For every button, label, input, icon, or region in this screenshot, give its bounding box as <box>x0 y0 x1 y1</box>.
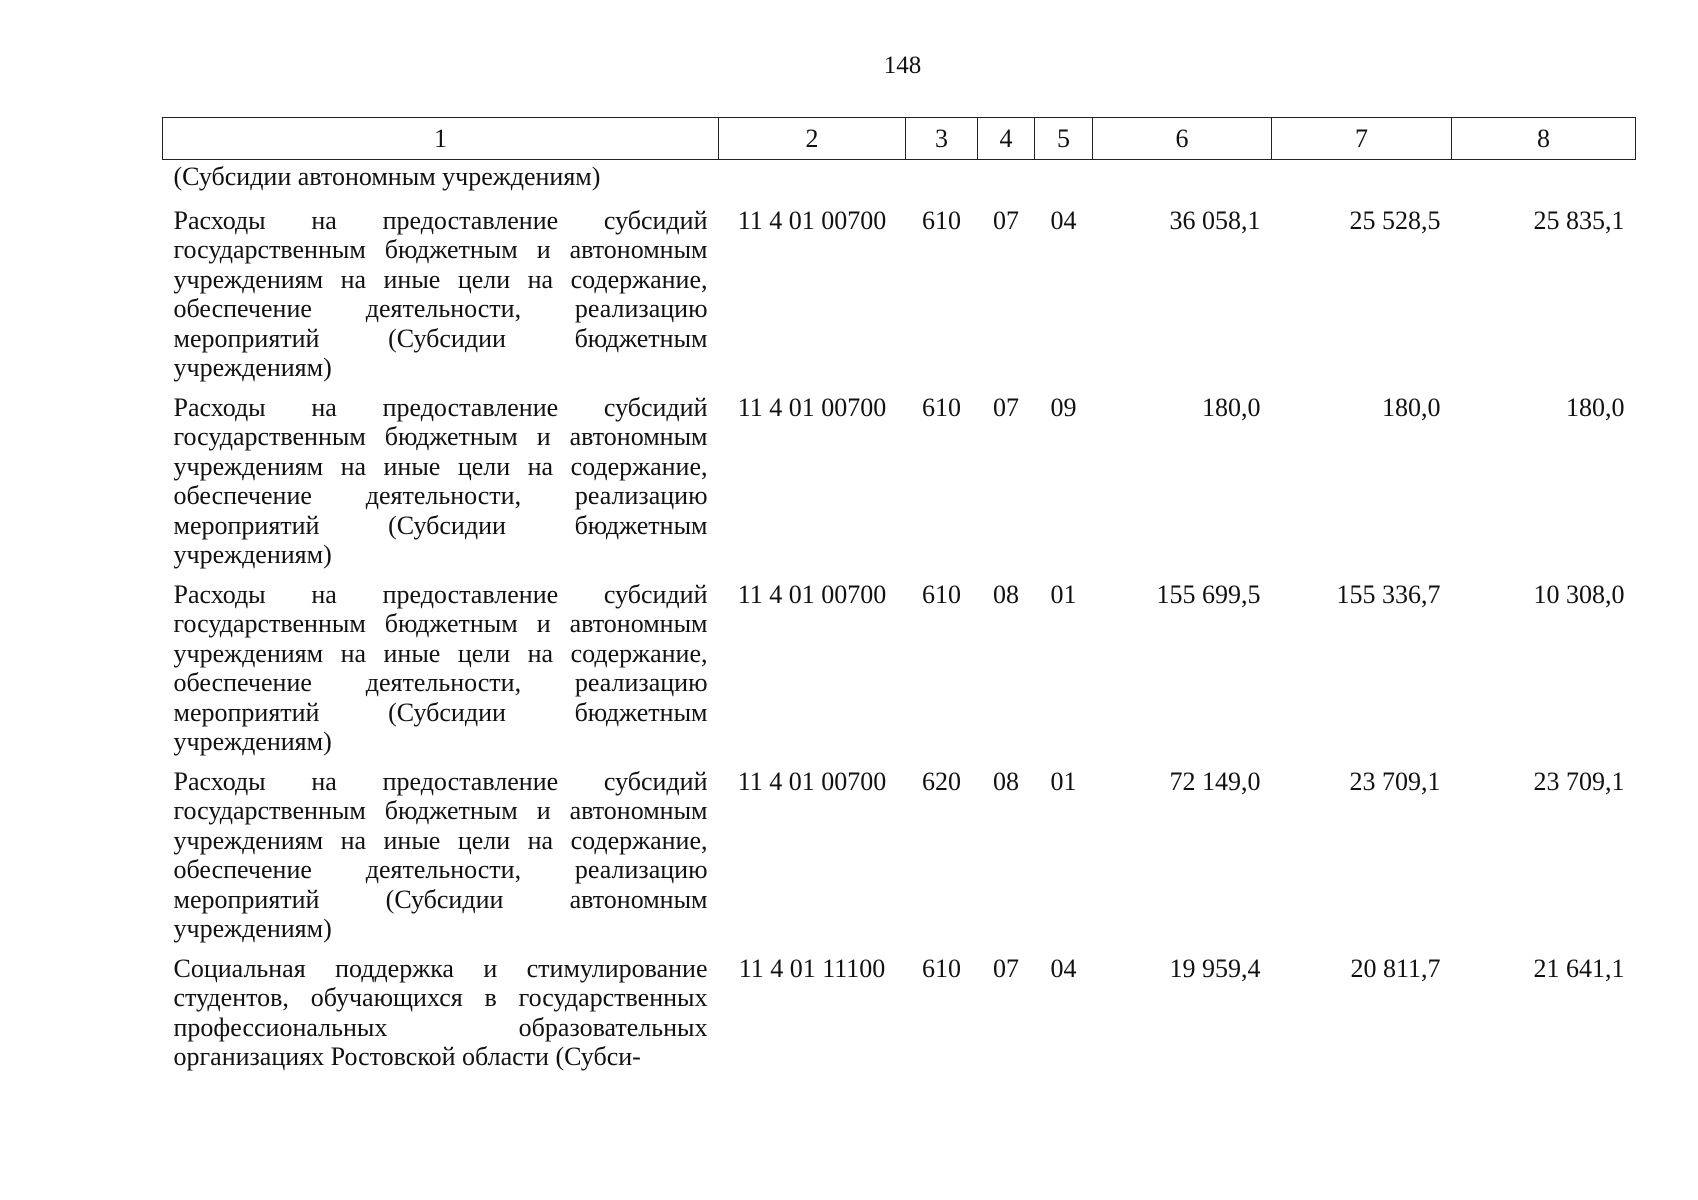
row-col7: 25 528,5 <box>1349 205 1441 235</box>
row-col7: 155 336,7 <box>1336 579 1441 609</box>
row-code: 11 4 01 11100 <box>738 953 886 983</box>
row-code: 11 4 01 00700 <box>737 392 887 422</box>
page-number: 148 <box>883 52 922 79</box>
row-code: 11 4 01 00700 <box>737 579 887 609</box>
row-col5: 09 <box>1050 392 1077 422</box>
row-col7: 180,0 <box>1382 392 1441 422</box>
row-col6: 72 149,0 <box>1169 766 1261 796</box>
row-col8: 21 641,1 <box>1533 953 1625 983</box>
row-col7: 20 811,7 <box>1350 953 1441 983</box>
table-row <box>163 944 1636 1072</box>
row-col4: 07 <box>993 953 1019 983</box>
row-col3: 610 <box>922 205 961 235</box>
row-col8: 23 709,1 <box>1533 766 1625 796</box>
header-cell: 2 <box>719 118 906 160</box>
header-cell: 4 <box>978 118 1035 160</box>
row-description: Социальная поддержка и стимулирование студентов, обучающихся в государственных профессиональных образовательных организациях Ростовской области (Субси- <box>173 953 708 1071</box>
row-col4: 07 <box>993 205 1019 235</box>
continuation-text: (Субсидии автономным учреждениям) <box>173 162 601 191</box>
table-row <box>163 383 1636 570</box>
table-row <box>163 570 1636 757</box>
row-col8: 180,0 <box>1566 392 1625 422</box>
header-row <box>163 118 1636 160</box>
budget-table <box>162 117 1636 1072</box>
table-row <box>163 196 1636 383</box>
row-col3: 610 <box>922 579 961 609</box>
row-col8: 25 835,1 <box>1533 205 1625 235</box>
row-col5: 04 <box>1050 205 1077 235</box>
row-col5: 04 <box>1050 953 1077 983</box>
row-col3: 610 <box>922 392 961 422</box>
row-col5: 01 <box>1050 766 1077 796</box>
row-col3: 610 <box>922 953 961 983</box>
row-col6: 155 699,5 <box>1156 579 1261 609</box>
row-description: Расходы на предоставление субсидий государственным бюджетным и автономным учреждениям на иные цели на содержание, обеспечение деятельности, реализацию мероприятий (Субсидии бюджетным учреждениям) <box>173 205 708 382</box>
row-description: Расходы на предоставлениe субсидий государственным бюджетным и автономным учреждениям на иные цели на содержание, обеспечение деятельности, реализацию мероприятий (Субсидии бюджетным учреждениям) <box>173 579 708 756</box>
row-col8: 10 308,0 <box>1533 579 1625 609</box>
header-cell: 3 <box>906 118 978 160</box>
header-cell: 8 <box>1452 118 1636 160</box>
row-col5: 01 <box>1050 579 1077 609</box>
row-col6: 36 058,1 <box>1169 205 1261 235</box>
row-col4: 08 <box>993 579 1019 609</box>
table-row <box>163 757 1636 944</box>
header-cell: 6 <box>1093 118 1272 160</box>
row-description: Расходы на предоставление субсидий государственным бюджетным и автономным учреждениям на иные цели на содержание, обеспечение деятельности, реализацию мероприятий (Субсидии бюджетным учреждениям) <box>173 392 708 569</box>
row-code: 11 4 01 00700 <box>737 766 887 796</box>
header-cell: 1 <box>163 118 719 160</box>
table-row-continuation <box>163 160 1636 196</box>
row-col3: 620 <box>922 766 961 796</box>
row-col6: 19 959,4 <box>1169 953 1261 983</box>
row-code: 11 4 01 00700 <box>737 205 887 235</box>
row-col4: 07 <box>993 392 1019 422</box>
row-col4: 08 <box>993 766 1019 796</box>
header-cell: 7 <box>1272 118 1452 160</box>
row-description: Расходы на предоставление субсидий государственным бюджетным и автономным учреждениям на иные цели на содержание, обеспечение деятельности, реализацию мероприятий (Субсидии автономным учреждениям) <box>173 766 708 943</box>
header-cell: 5 <box>1035 118 1093 160</box>
row-col7: 23 709,1 <box>1349 766 1441 796</box>
row-col6: 180,0 <box>1202 392 1261 422</box>
